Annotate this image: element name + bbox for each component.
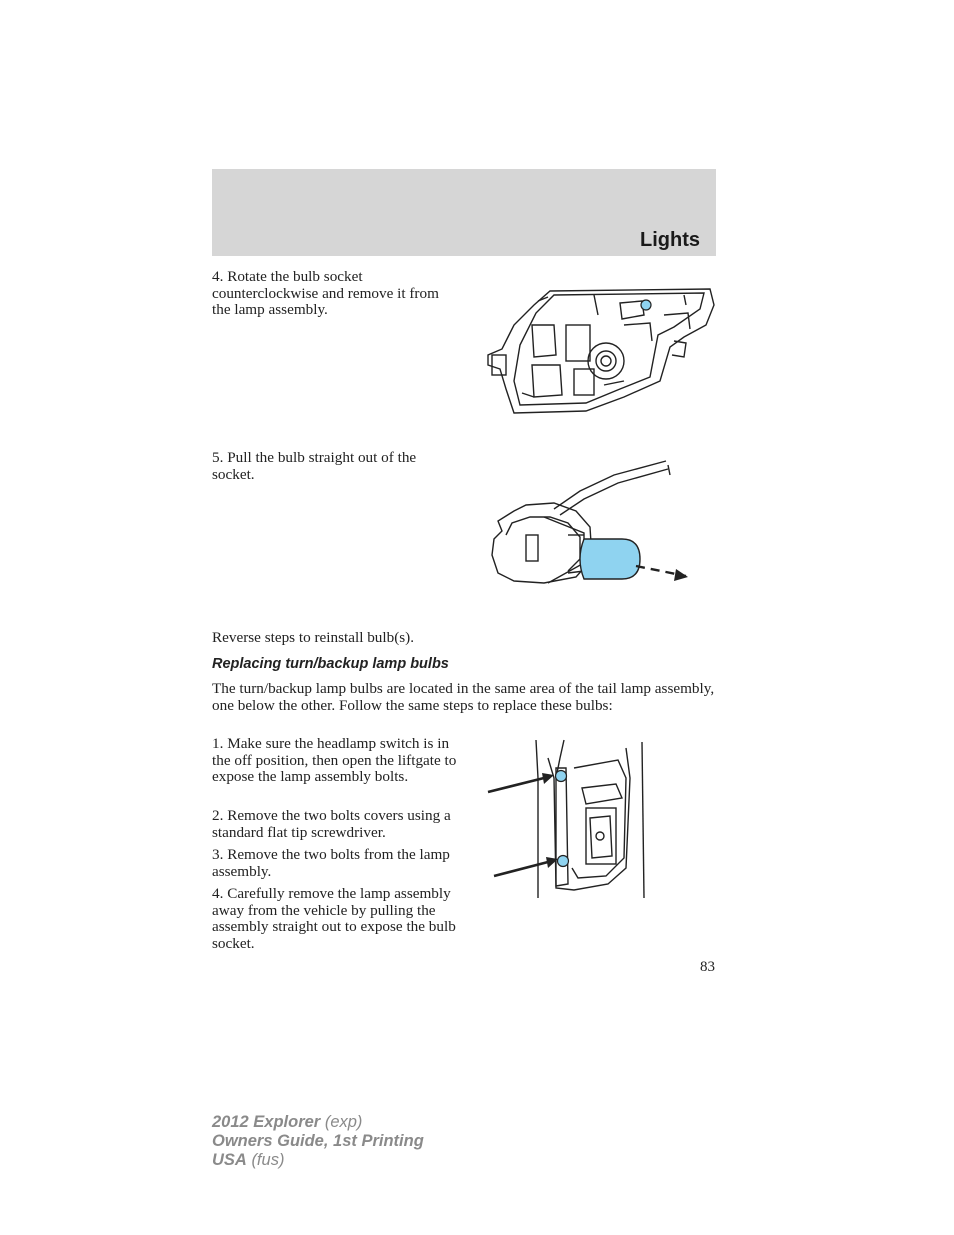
intro-paragraph: The turn/backup lamp bulbs are located in the same area of the tail lamp assembly, one below the other. Follow the same steps to replace these bulbs: (212, 680, 715, 714)
page-number: 83 (700, 959, 715, 975)
section-title: Lights (640, 229, 700, 251)
reverse-steps-note: Reverse steps to reinstall bulb(s). (212, 629, 415, 646)
step-4-remove-assembly: 4. Carefully remove the lamp assembly away from the vehicle by pulling the assembly straight out to expose the bulb socket. (212, 885, 456, 952)
footer-model-code: (exp) (324, 1113, 363, 1131)
step-2-remove-covers: 2. Remove the two bolts covers using a standard flat tip screwdriver. (212, 807, 451, 841)
headlamp-assembly-illustration (474, 285, 720, 417)
footer-market: USA (212, 1151, 247, 1169)
footer-line-2 (212, 1132, 424, 1151)
bulb-removal-illustration (484, 455, 702, 592)
tail-lamp-bolts-illustration (486, 738, 648, 902)
step-3-remove-bolts: 3. Remove the two bolts from the lamp assembly. (212, 846, 450, 880)
document-footer (212, 1113, 424, 1170)
step-4-rotate-socket: 4. Rotate the bulb socket counterclockwise and remove it from the lamp assembly. (212, 268, 439, 319)
footer-printing: Owners Guide, 1st Printing (212, 1132, 424, 1150)
section-header-band (212, 169, 716, 256)
footer-model: 2012 Explorer (212, 1113, 321, 1131)
step-1-headlamp-switch: 1. Make sure the headlamp switch is in the off position, then open the liftgate to expose the lamp assembly bolts. (212, 735, 457, 786)
step-5-pull-bulb: 5. Pull the bulb straight out of the socket. (212, 449, 417, 483)
subheading-turn-backup: Replacing turn/backup lamp bulbs (212, 656, 449, 672)
footer-line-3 (212, 1151, 424, 1170)
footer-market-code: (fus) (251, 1151, 285, 1169)
footer-line-1 (212, 1113, 424, 1132)
